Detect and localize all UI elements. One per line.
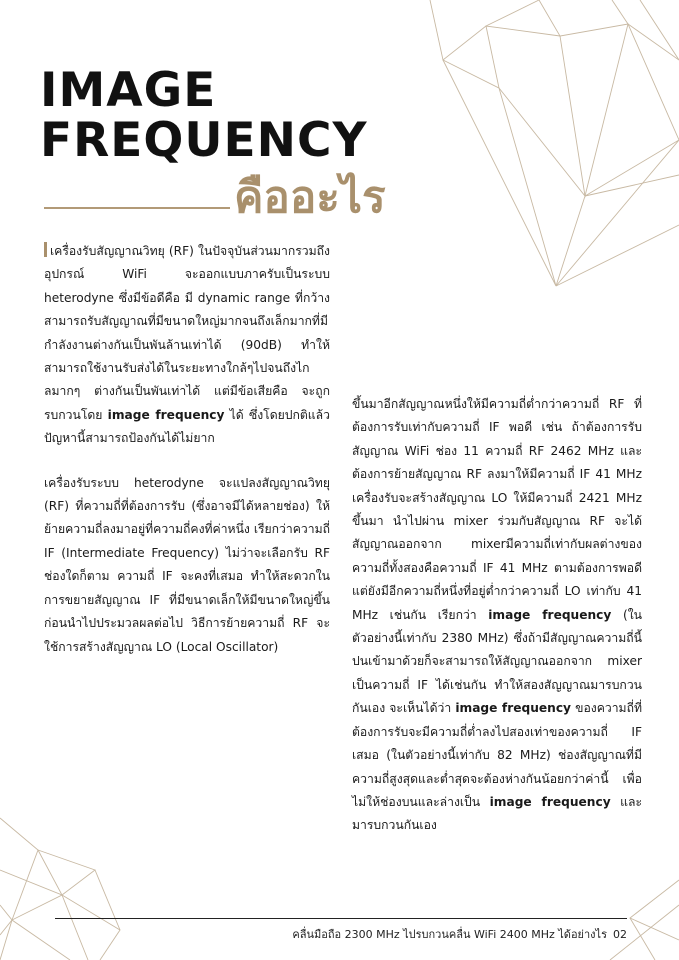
paragraph-3-text-3: ของความถี่ที่ต้องการรับจะมีความถี่ต่ำลงไปสองเท่าของความถี่ IF เสมอ (ในตัวอย่างนี้เท่ากับ 82 MHz) ช่องสัญญาณที่มีความถี่สูงสุดและต่ำสุดจะต้องห่างกันน้อยกว่าค่านี้ เพื่อไม่ให้ช่องบนและล่างเป็น xyxy=(352,701,642,809)
page-number: 02 xyxy=(613,928,627,941)
paragraph-1 xyxy=(44,240,330,451)
paragraph-3-text-2: (ในตัวอย่างนี้เท่ากับ 2380 MHz) ซึ่งถ้ามีสัญญาณความถี่นี้ปนเข้ามาด้วยก็จะสามารถให้สัญญาณออกจาก mixer เป็นความถี่ IF ได้เช่นกัน ทำให้สองสัญญาณมารบกวนกันเอง จะเห็นได้ว่า xyxy=(352,607,642,716)
paragraph-gap xyxy=(44,451,330,472)
page-title xyxy=(40,63,368,168)
paragraph-1-end: ได้ ซึ่งโดยปกติแล้วปัญหานี้สามารถป้องกันได้ไม่ยาก xyxy=(44,407,330,446)
paragraph-1-text: เครื่องรับสัญญาณวิทยุ (RF) ในปัจจุบันส่วนมากรวมถึงอุปกรณ์ WiFi จะออกแบบภาครับเป็นระบบ heterodyne ซึ่งมีข้อดีคือ มี dynamic range ที่กว้าง สามารถรับสัญญาณที่มีขนาดใหญ่มากจนถึงเล็กมากที่มีกำลังงานต่างกันเป็นพันล้านเท่าได้ (90dB) ทำให้สามารถใช้งานรับส่งได้ในระยะทางใกล้ๆไปจนถึงไกลมากๆ ต่างกันเป็นพันเท่าได้ แต่มีข้อเสียคือ จะถูกรบกวนโดย xyxy=(44,244,330,422)
paragraph-lead-mark xyxy=(44,242,47,257)
paragraph-2: เครื่องรับระบบ heterodyne จะแปลงสัญญาณวิทยุ (RF) ที่ความถี่ที่ต้องการรับ (ซึ่งอาจมีได้หลายช่อง) ให้ย้ายความถี่ลงมาอยู่ที่ความถี่คงที่ค่าหนึ่ง เรียกว่าความถี่ IF (Intermediate Frequency) ไม่ว่าจะเลือกรับ RF ช่องใดก็ตาม ความถี่ IF จะคงที่เสมอ ทำให้สะดวกในการขยายสัญญาณ IF ที่มีขนาดเล็กให้มีขนาดใหญ่ขึ้น ก่อนนำไปประมวลผลต่อไป วิธีการย้ายความถี่ RF จะใช้การสร้างสัญญาณ LO (Local Oscillator) xyxy=(44,475,330,654)
title-line-1: IMAGE xyxy=(40,63,217,118)
page-subtitle: คืออะไร xyxy=(234,172,386,223)
paragraph-3-bold-1: image frequency xyxy=(488,607,612,622)
right-column xyxy=(352,393,642,838)
paragraph-3-bold-2: image frequency xyxy=(455,701,571,716)
paragraph-3-bold-3: image frequency xyxy=(489,794,611,809)
left-column xyxy=(44,240,330,659)
footer-title: คลื่นมือถือ 2300 MHz ไปรบกวนคลื่น WiFi 2400 MHz ได้อย่างไร xyxy=(292,928,607,941)
paragraph-1-bold: image frequency xyxy=(107,407,225,422)
title-accent-rule xyxy=(44,207,230,209)
footer xyxy=(292,926,627,944)
paragraph-3-text-1: ขึ้นมาอีกสัญญาณหนึ่งให้มีความถี่ต่ำกว่าความถี่ RF ที่ต้องการรับเท่ากับความถี่ IF พอดี เช่น ถ้าต้องการรับสัญญาณ WiFi ช่อง 11 ความถี่ RF 2462 MHz และต้องการย้ายสัญญาณ RF ลงมาให้มีความถี่ IF 41 MHz เครื่องรับจะสร้างสัญญาณ LO ให้มีความถี่ 2421 MHz ขึ้นมา นำไปผ่าน mixer ร่วมกับสัญญาณ RF จะได้สัญญาณออกจาก mixerมีความถี่เท่ากับผลต่างของความถี่ทั้งสองคือความถี่ IF 41 MHz ตามต้องการพอดี แต่ยังมีอีกความถี่หนึ่งที่อยู่ต่ำกว่าความถี่ LO เท่ากับ 41 MHz เช่นกัน เรียกว่า xyxy=(352,397,642,622)
footer-rule xyxy=(55,918,627,919)
paragraph-3 xyxy=(352,393,642,838)
title-line-2: FREQUENCY xyxy=(40,113,368,168)
paragraph-3-text-4: และมารบกวนกันเอง xyxy=(352,794,642,833)
